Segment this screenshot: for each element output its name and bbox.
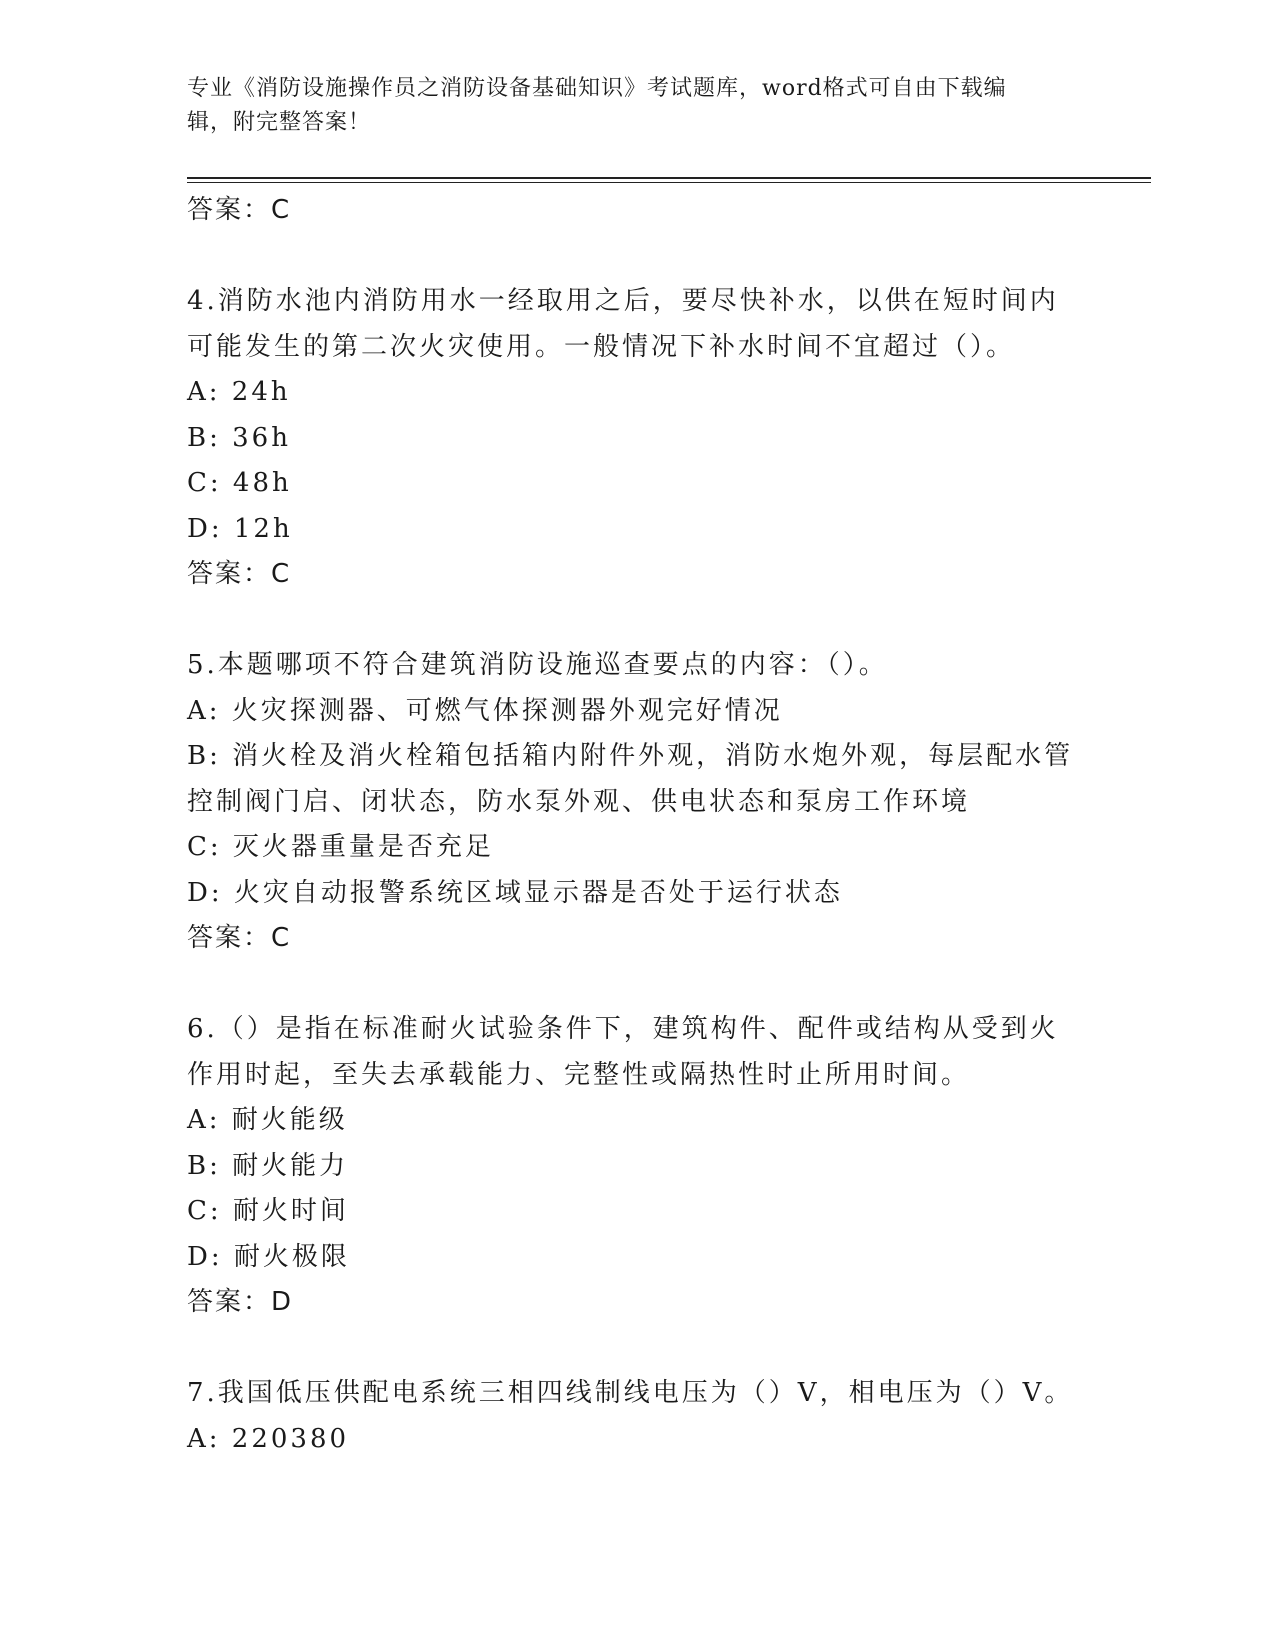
header-line-2: 辑，附完整答案！ [187, 110, 372, 135]
spacer [187, 1326, 1087, 1372]
question-stem-line: 4.消防水池内消防用水一经取用之后，要尽快补水，以供在短时间内 [187, 286, 1059, 316]
spacer [187, 598, 1087, 644]
question-stem-line: 作用时起，至失去承载能力、完整性或隔热性时止所用时间。 [187, 1059, 971, 1090]
header-divider-thick [187, 177, 1151, 179]
option-d: D: 耐火极限 [187, 1241, 350, 1272]
question-4 [187, 279, 1087, 598]
answer-line: 答案：C [187, 923, 292, 953]
option-a: A: 耐火能级 [187, 1105, 348, 1135]
option-b-continued: 控制阀门启、闭状态，防水泵外观、供电状态和泵房工作环境 [187, 786, 971, 817]
answer-line: 答案：C [187, 195, 292, 225]
option-a: A: 火灾探测器、可燃气体探测器外观完好情况 [187, 695, 783, 726]
answer-line: 答案：C [187, 559, 292, 589]
option-b: B: 消火栓及消火栓箱包括箱内附件外观，消防水炮外观，每层配水管 [187, 741, 1074, 771]
option-d: D: 12h [187, 513, 293, 544]
question-5 [187, 643, 1087, 962]
question-stem-line: 可能发生的第二次火灾使用。一般情况下补水时间不宜超过（）。 [187, 331, 1016, 362]
option-c: C: 灭火器重量是否充足 [187, 832, 494, 862]
spacer [187, 234, 1087, 280]
document-header [187, 72, 1067, 140]
option-a: A: 24h [187, 377, 291, 407]
question-stem-line: 5.本题哪项不符合建筑消防设施巡查要点的内容：（）。 [187, 650, 888, 680]
question-content [187, 188, 1087, 1462]
option-d: D: 火灾自动报警系统区域显示器是否处于运行状态 [187, 877, 843, 908]
question-stem-line: 6.（）是指在标准耐火试验条件下，建筑构件、配件或结构从受到火 [187, 1014, 1059, 1044]
header-line-1: 专业《消防设施操作员之消防设备基础知识》考试题库，word格式可自由下载编 [187, 76, 1007, 101]
option-b: B: 36h [187, 422, 291, 453]
answer-line: 答案：D [187, 1287, 294, 1317]
option-b: B: 耐火能力 [187, 1150, 349, 1181]
spacer [187, 962, 1087, 1008]
question-6 [187, 1007, 1087, 1326]
option-a: A: 220380 [187, 1423, 350, 1454]
option-c: C: 耐火时间 [187, 1196, 349, 1226]
question-stem-line: 7.我国低压供配电系统三相四线制线电压为（）V，相电压为（）V。 [187, 1378, 1074, 1408]
header-divider-thin [187, 182, 1151, 183]
question-7 [187, 1371, 1087, 1462]
option-c: C: 48h [187, 468, 292, 498]
